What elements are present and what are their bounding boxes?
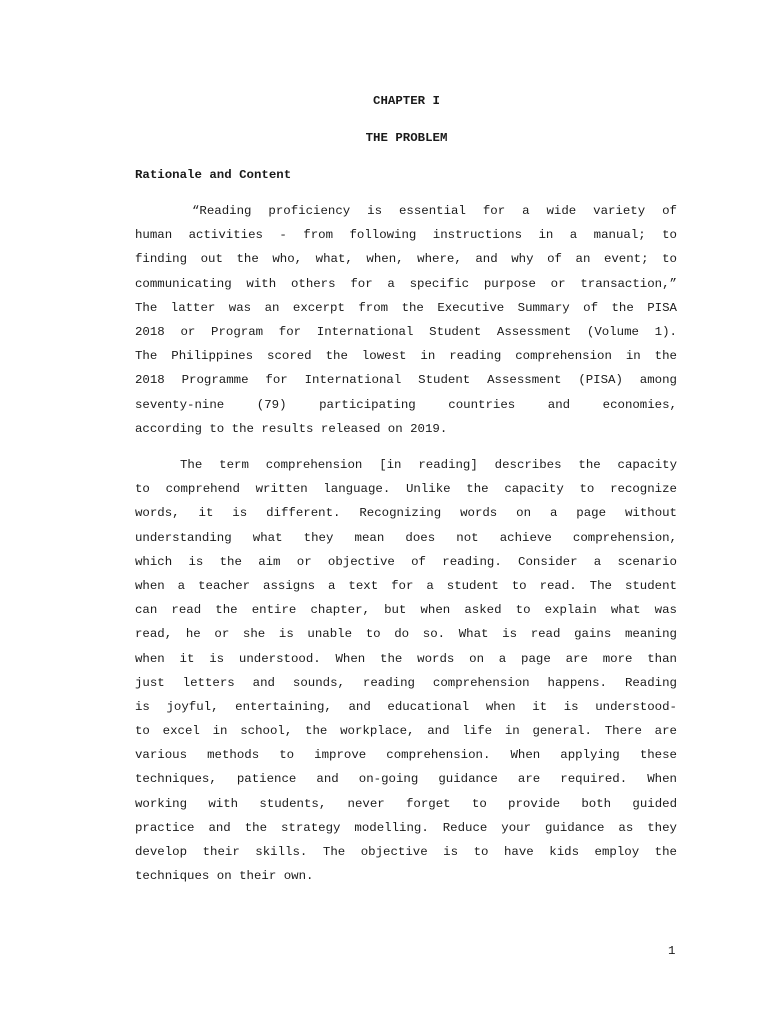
chapter-heading: CHAPTER I xyxy=(373,94,440,108)
paragraph-line: just letters and sounds, reading comprehension happens. Reading xyxy=(135,675,677,690)
paragraph-line: which is the aim or objective of reading. Consider a scenario xyxy=(135,554,677,569)
paragraph-line: to excel in school, the workplace, and life in general. There are xyxy=(135,724,677,739)
paragraph-line: techniques, patience and on-going guidance are required. When xyxy=(135,772,677,787)
paragraph-line: to comprehend written language. Unlike the capacity to recognize xyxy=(135,482,677,497)
paragraph-line: The Philippines scored the lowest in reading comprehension in the xyxy=(135,349,677,364)
paragraph-line: working with students, never forget to provide both guided xyxy=(135,796,677,811)
paragraph-line: develop their skills. The objective is to have kids employ the xyxy=(135,845,677,859)
chapter-title: THE PROBLEM xyxy=(365,131,448,145)
paragraph-line: seventy-nine (79) participating countries and economies, xyxy=(135,397,677,412)
paragraph-line: is joyful, entertaining, and educational when it is understood- xyxy=(135,699,677,714)
section-heading: Rationale and Content xyxy=(135,168,292,182)
paragraph-line: The term comprehension [in reading] describes the capacity xyxy=(180,458,677,472)
paragraph-1 xyxy=(135,199,677,441)
paragraph-line: “Reading proficiency is essential for a wide variety of xyxy=(192,204,677,218)
paragraph-line: understanding what they mean does not achieve comprehension, xyxy=(135,530,677,545)
paragraph-line: 2018 or Program for International Student Assessment (Volume 1). xyxy=(135,324,677,339)
paragraph-line: when a teacher assigns a text for a student to read. The student xyxy=(135,578,677,593)
paragraph-line: when it is understood. When the words on a page are more than xyxy=(135,651,677,666)
paragraph-line: communicating with others for a specific purpose or transaction,” xyxy=(135,276,677,291)
paragraph-line: practice and the strategy modelling. Reduce your guidance as they xyxy=(135,820,677,835)
paragraph-line: finding out the who, what, when, where, and why of an event; to xyxy=(135,252,677,267)
paragraph-line: can read the entire chapter, but when asked to explain what was xyxy=(135,603,677,618)
paragraph-2 xyxy=(135,453,677,888)
paragraph-line: according to the results released on 2019. xyxy=(135,421,448,436)
paragraph-line: words, it is different. Recognizing words on a page without xyxy=(135,506,677,521)
paragraph-line: read, he or she is unable to do so. What is read gains meaning xyxy=(135,627,677,642)
paragraph-line: human activities - from following instructions in a manual; to xyxy=(135,228,677,243)
page-number: 1 xyxy=(668,944,676,958)
paragraph-line: 2018 Programme for International Student Assessment (PISA) among xyxy=(135,373,677,388)
paragraph-line: The latter was an excerpt from the Executive Summary of the PISA xyxy=(135,300,677,315)
paragraph-line: techniques on their own. xyxy=(135,869,314,884)
paragraph-line: various methods to improve comprehension. When applying these xyxy=(135,748,677,763)
